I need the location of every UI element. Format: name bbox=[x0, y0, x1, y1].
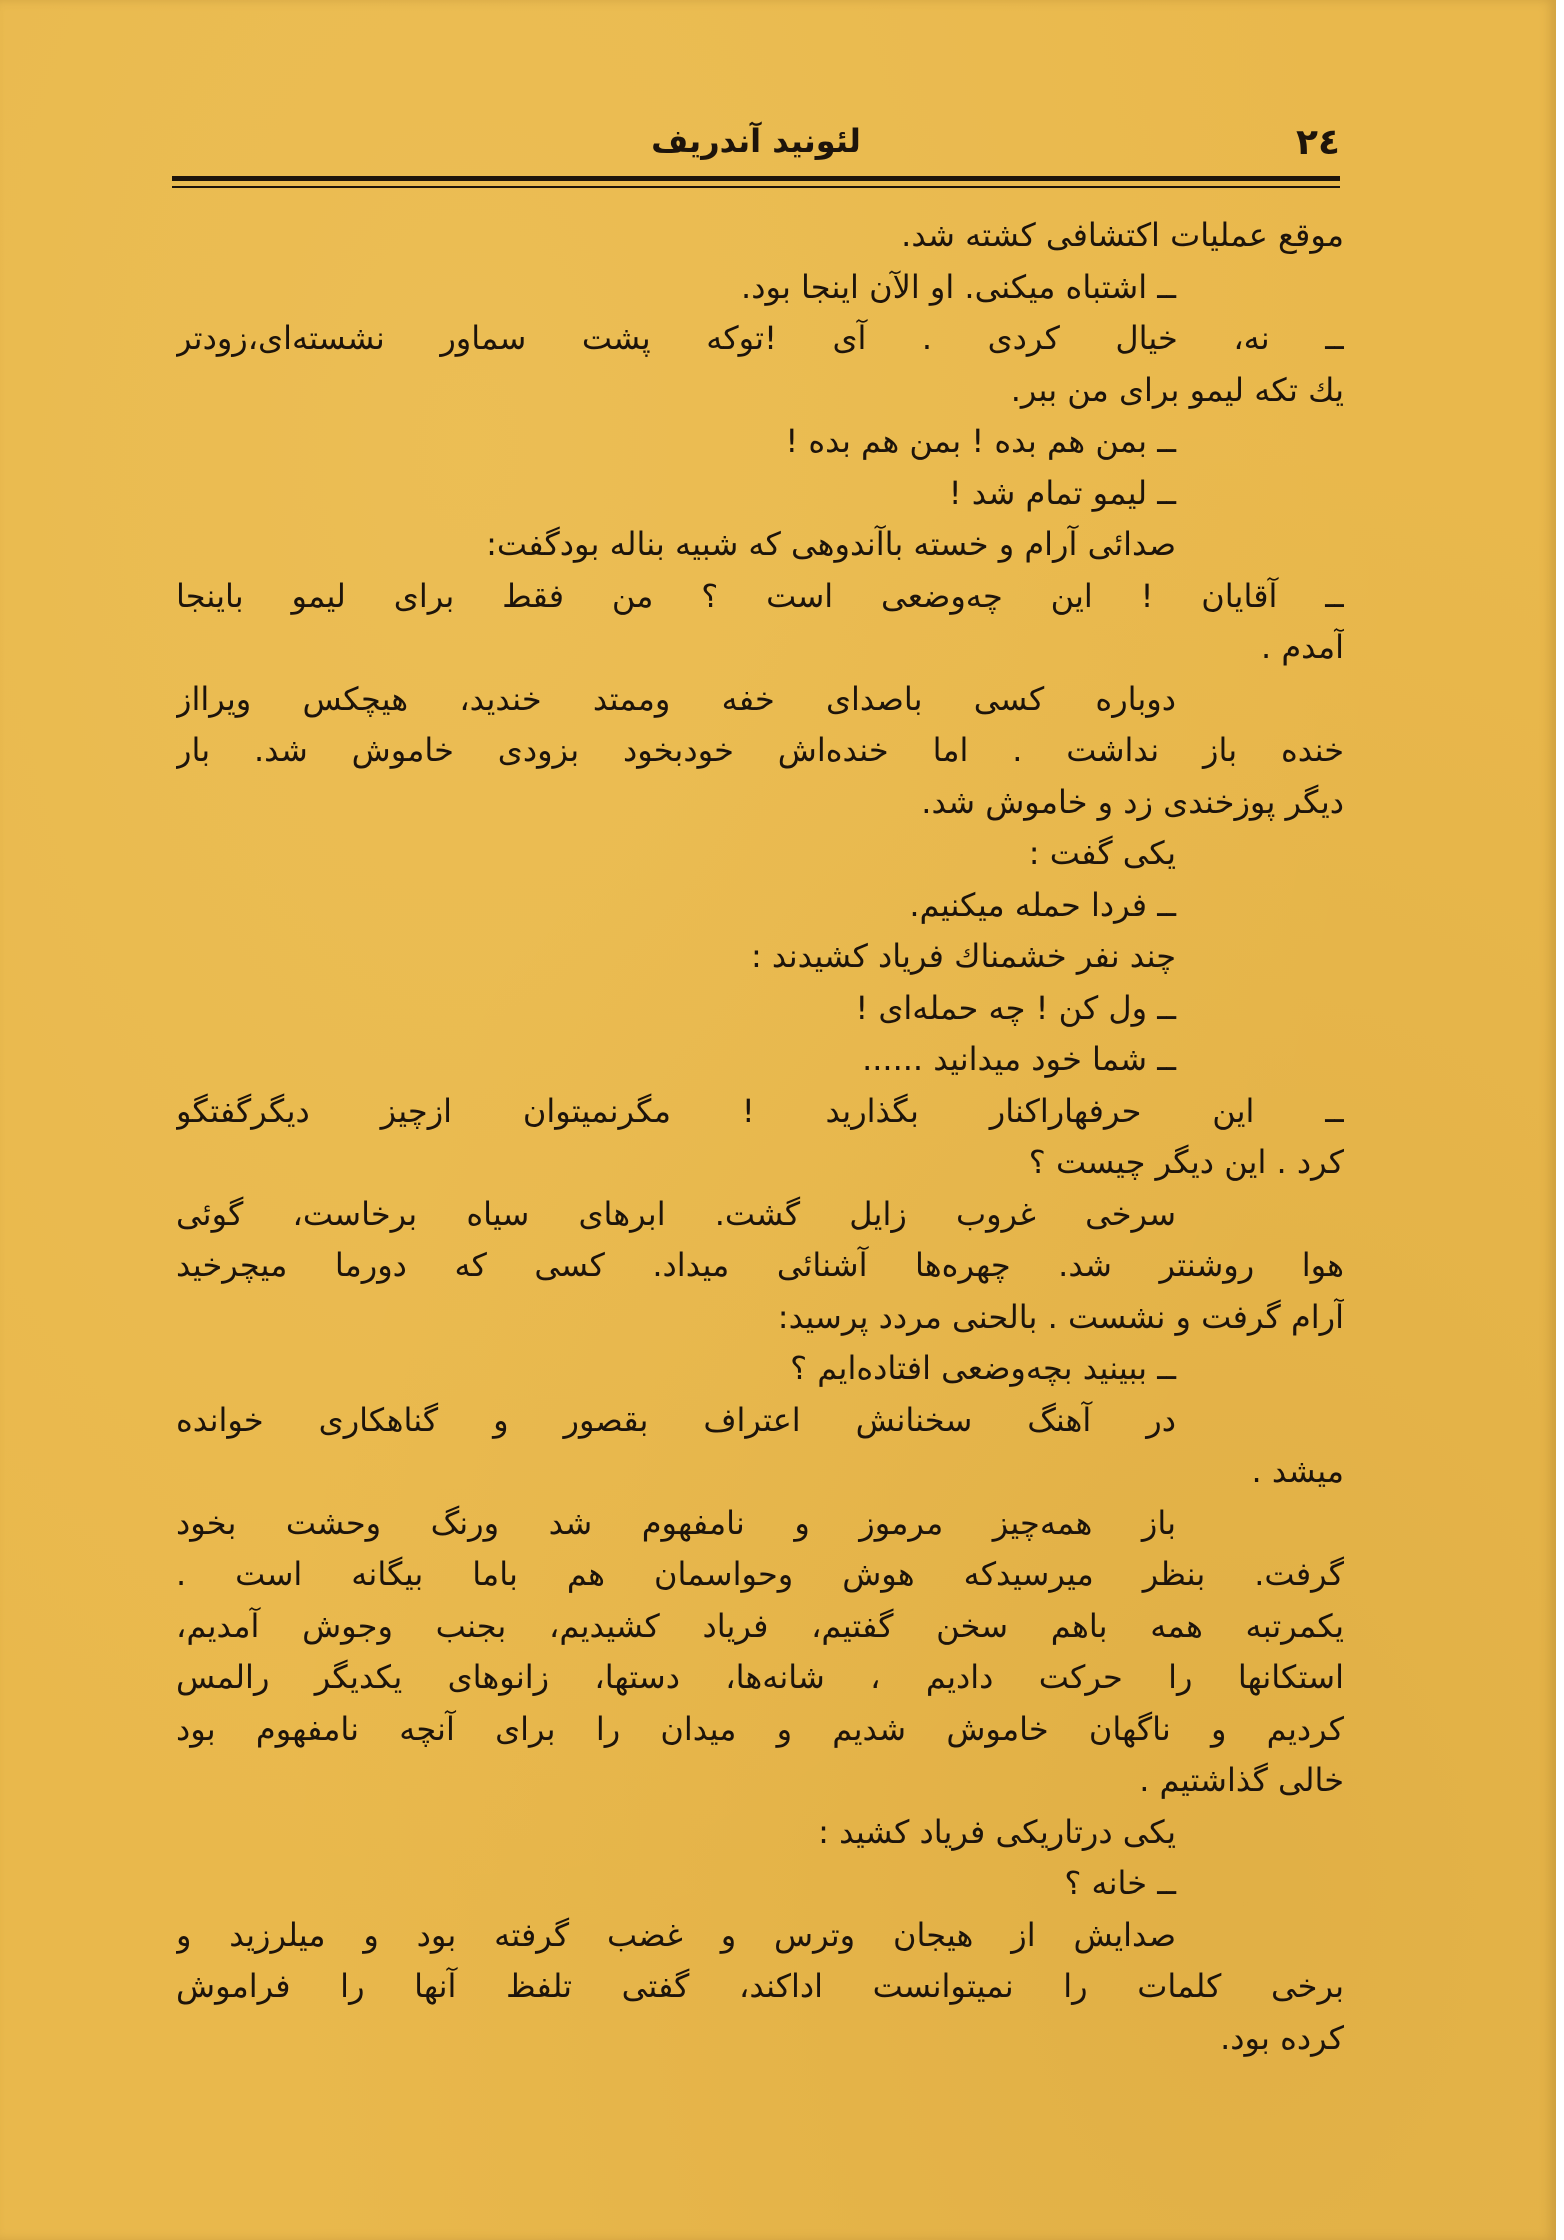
text-line: موقع عملیات اکتشافی کشته شد. bbox=[901, 216, 1344, 254]
text-line: چند نفر خشمناك فریاد کشیدند : bbox=[750, 937, 1176, 975]
text-line: کرده بود. bbox=[1220, 2018, 1344, 2057]
page-number: ٢٤ bbox=[1296, 122, 1340, 163]
text-line: ــ آقایان ! این چه‌وضعی است ؟ من فقط برای لیمو باینجا bbox=[176, 576, 1344, 615]
text-line: آمدم . bbox=[1261, 628, 1344, 666]
text-line: ــ اشتباه میکنی. او الآن اینجا بود. bbox=[741, 267, 1176, 306]
text-line: خالی گذاشتیم . bbox=[1139, 1761, 1344, 1799]
text-line: کردیم و ناگهان خاموش شدیم و میدان را برای آنچه نامفهوم بود bbox=[176, 1709, 1344, 1748]
page-header bbox=[172, 118, 1340, 178]
text-line: هوا روشنتر شد. چهره‌ها آشنائی میداد. کسی که دورما میچرخید bbox=[176, 1246, 1344, 1284]
text-line: ــ بمن هم بده ! بمن هم بده ! bbox=[785, 422, 1176, 460]
header-rule-thick bbox=[172, 176, 1340, 181]
text-line: ــ شما خود میدانید ...... bbox=[862, 1040, 1176, 1078]
text-line: ــ نه، خیال کردی . آی !توکه پشت سماور نشسته‌ای،زودتر bbox=[176, 319, 1344, 357]
text-line: ــ ول کن ! چه حمله‌ای ! bbox=[855, 988, 1176, 1027]
text-line: یکی درتاریکی فریاد کشید : bbox=[818, 1812, 1176, 1851]
text-line: سرخی غروب زایل گشت. ابرهای سیاه برخاست، گوئی bbox=[176, 1194, 1176, 1233]
text-line: خنده باز نداشت . اما خنده‌اش خودبخود بزودی خاموش شد. بار bbox=[176, 731, 1344, 769]
text-line: دیگر پوزخندی زد و خاموش شد. bbox=[921, 782, 1344, 821]
text-line: برخی کلمات را نمیتوانست اداکند، گفتی تلفظ آنها را فراموش bbox=[176, 1967, 1344, 2005]
text-line: گرفت. بنظر میرسیدکه هوش وحواسمان هم باما بیگانه است . bbox=[176, 1555, 1344, 1593]
text-line: باز همه‌چیز مرموز و نامفهوم شد ورنگ وحشت بخود bbox=[176, 1503, 1176, 1542]
text-line: کرد . این دیگر چیست ؟ bbox=[1028, 1143, 1344, 1181]
text-line: میشد . bbox=[1251, 1452, 1344, 1490]
text-line: در آهنگ سخنانش اعتراف بقصور و گناهکاری خوانده bbox=[176, 1400, 1176, 1439]
running-title: لئونید آندریف bbox=[651, 122, 861, 160]
text-line: ــ فردا حمله میکنیم. bbox=[909, 885, 1176, 924]
text-line: صدایش از هیجان وترس و غضب گرفته بود و میلرزید و bbox=[176, 1915, 1176, 1954]
text-line: یکی گفت : bbox=[1028, 834, 1176, 872]
text-line: یك تکه لیمو برای من ببر. bbox=[1010, 370, 1344, 409]
text-line: ــ ببینید بچه‌وضعی افتاده‌ایم ؟ bbox=[790, 1349, 1176, 1387]
text-line: آرام گرفت و نشست . بالحنی مردد پرسید: bbox=[777, 1297, 1344, 1336]
text-line: دوباره کسی باصدای خفه وممتد خندید، هیچکس ویرااز bbox=[176, 679, 1176, 718]
text-line: ــ خانه ؟ bbox=[1064, 1864, 1176, 1902]
header-rule-thin bbox=[172, 186, 1340, 188]
text-line: ــ لیمو تمام شد ! bbox=[948, 473, 1176, 512]
text-line: یکمرتبه همه باهم سخن گفتیم، فریاد کشیدیم، بجنب وجوش آمدیم، bbox=[176, 1606, 1344, 1645]
body-text bbox=[176, 210, 1344, 2064]
text-line: استکانها را حرکت دادیم ، شانه‌ها، دستها، زانوهای یکدیگر رالمس bbox=[176, 1658, 1344, 1696]
text-line: صدائی آرام و خسته باآندوهی که شبیه بناله بودگفت: bbox=[486, 525, 1176, 563]
text-line: ــ این حرفهاراکنار بگذارید ! مگرنمیتوان ازچیز دیگرگفتگو bbox=[176, 1091, 1344, 1130]
